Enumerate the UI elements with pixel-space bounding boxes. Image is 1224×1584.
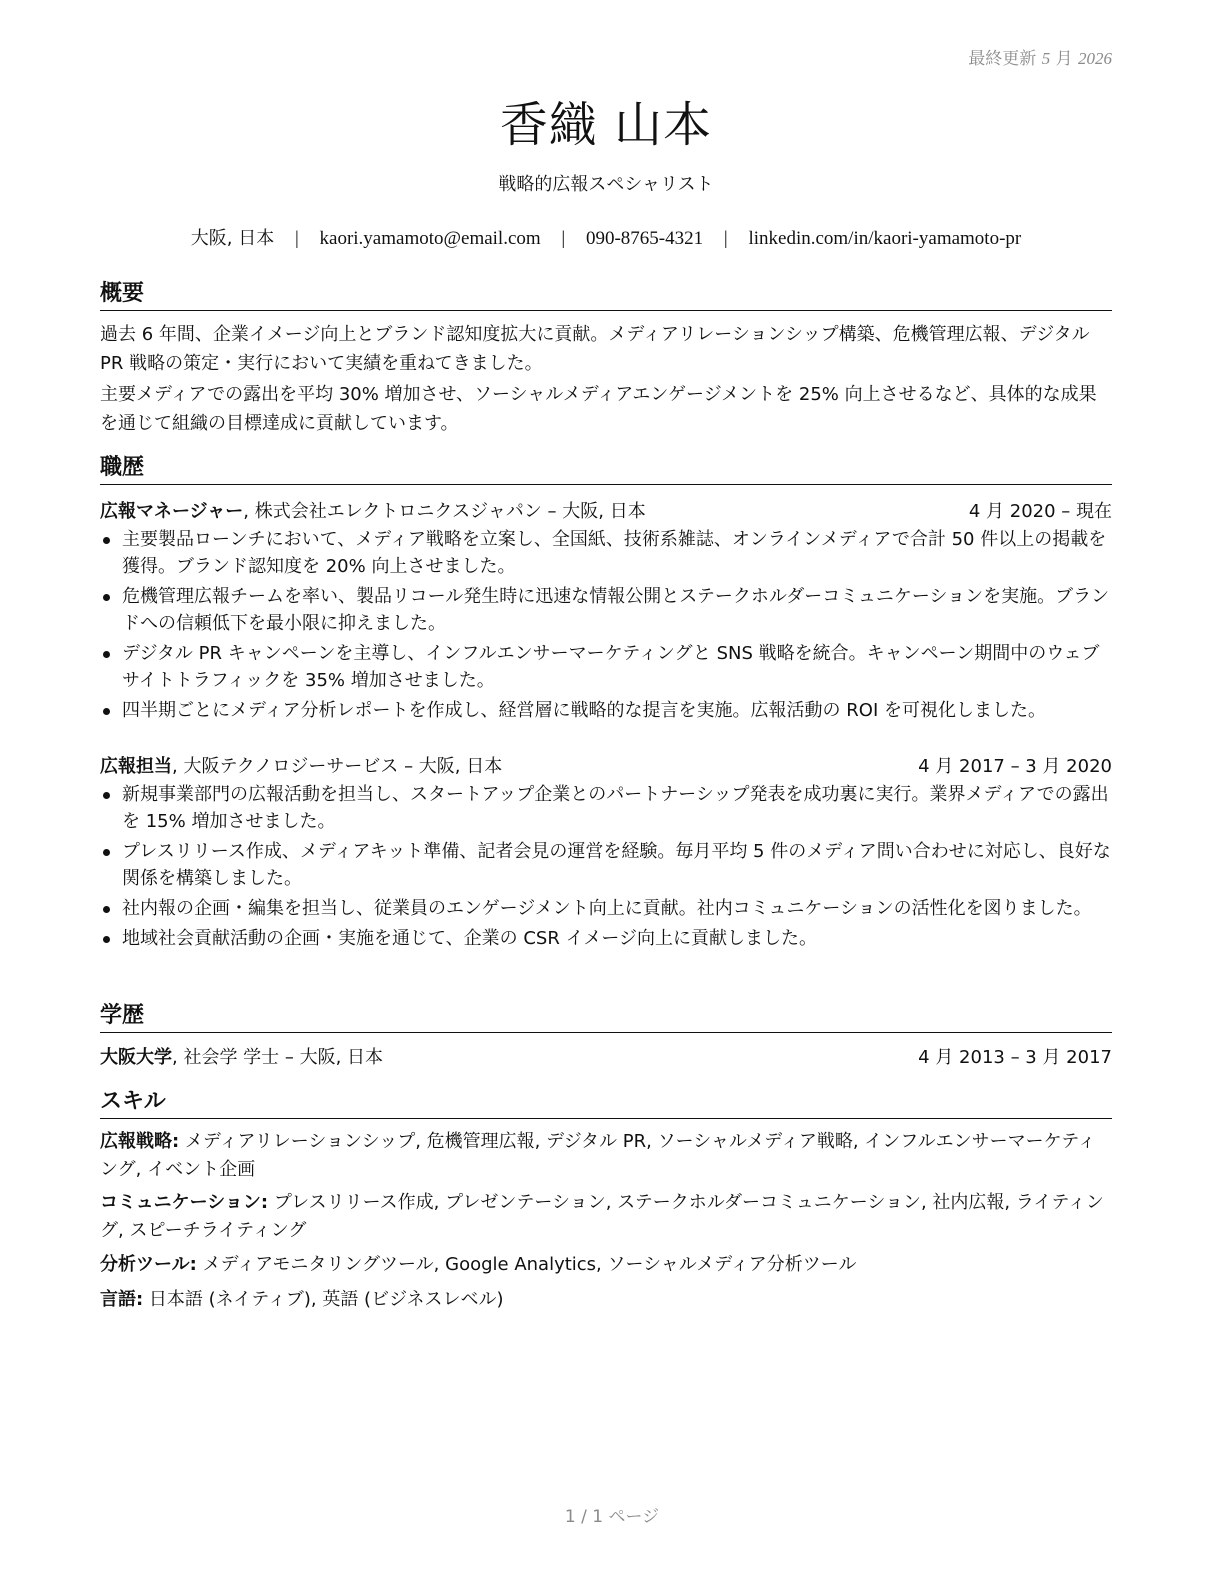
skill-value: メディアリレーションシップ, 危機管理広報, デジタル PR, ソーシャルメディア戦略, インフルエンサーマーケティング, イベント企画 xyxy=(100,1131,1096,1180)
education-school: 大阪大学 xyxy=(100,1047,172,1068)
job-dates: 4 月 2017 – 3 月 2020 xyxy=(918,756,1112,777)
person-name: 香織 山本 xyxy=(499,97,713,153)
last-updated-unit: 月 xyxy=(1055,49,1073,69)
skill-label: コミュニケーション: xyxy=(100,1192,269,1213)
job-bullets xyxy=(100,781,1112,955)
education-degree: , 社会学 学士 – 大阪, 日本 xyxy=(172,1047,384,1068)
job-bullet: 四半期ごとにメディア分析レポートを作成し、経営層に戦略的な提言を実施。広報活動の ROI を可視化しました。 xyxy=(100,697,1112,724)
job-bullets xyxy=(100,526,1112,727)
education-dates: 4 月 2013 – 3 月 2017 xyxy=(918,1047,1112,1068)
skill-label: 言語: xyxy=(100,1289,144,1310)
job-bullet: デジタル PR キャンペーンを主導し、インフルエンサーマーケティングと SNS 戦略を統合。キャンペーン期間中のウェブサイトトラフィックを 35% 増加させました。 xyxy=(100,640,1112,694)
job-bullet: 主要製品ローンチにおいて、メディア戦略を立案し、全国紙、技術系雑誌、オンラインメディアで合計 50 件以上の掲載を獲得。ブランド認知度を 20% 向上させました。 xyxy=(100,526,1112,580)
skill-row xyxy=(100,1286,1112,1314)
skill-row xyxy=(100,1251,1112,1279)
skill-row xyxy=(100,1128,1112,1184)
skill-label: 広報戦略: xyxy=(100,1131,180,1152)
job-bullet: 社内報の企画・編集を担当し、従業員のエンゲージメント向上に貢献。社内コミュニケーションの活性化を図りました。 xyxy=(100,895,1112,922)
contact-line xyxy=(100,224,1112,250)
page-indicator: 1 / 1 ページ xyxy=(564,1507,660,1527)
job-bullet: プレスリリース作成、メディアキット準備、記者会見の運営を経験。毎月平均 5 件のメディア問い合わせに対応し、良好な関係を構築しました。 xyxy=(100,838,1112,892)
contact-linkedin[interactable]: linkedin.com/in/kaori-yamamoto-pr xyxy=(748,228,1022,249)
contact-separator: | xyxy=(294,228,299,249)
job-bullet: 新規事業部門の広報活動を担当し、スタートアップ企業とのパートナーシップ発表を成功裏に実行。業界メディアでの露出を 15% 増加させました。 xyxy=(100,781,1112,835)
headline: 戦略的広報スペシャリスト xyxy=(498,174,714,195)
job-role: 広報マネージャー xyxy=(100,501,244,522)
contact-location: 大阪, 日本 xyxy=(190,228,275,249)
section-title-skills: スキル xyxy=(100,1084,1112,1119)
job-bullet: 危機管理広報チームを率い、製品リコール発生時に迅速な情報公開とステークホルダーコミュニケーションを実施。ブランドへの信頼低下を最小限に抑えました。 xyxy=(100,583,1112,637)
skill-value: プレスリリース作成, プレゼンテーション, ステークホルダーコミュニケーション, 社内広報, ライティング, スピーチライティング xyxy=(100,1192,1104,1241)
education-line xyxy=(100,1043,383,1069)
last-updated xyxy=(968,44,1112,69)
job-bullet: 地域社会貢献活動の企画・実施を通じて、企業の CSR イメージ向上に貢献しました。 xyxy=(100,925,1112,952)
last-updated-label: 最終更新 xyxy=(968,49,1037,69)
contact-email[interactable]: kaori.yamamoto@email.com xyxy=(319,228,541,249)
section-title-experience: 職歴 xyxy=(100,450,1112,485)
contact-separator: | xyxy=(561,228,566,249)
skill-value: メディアモニタリングツール, Google Analytics, ソーシャルメディア分析ツール xyxy=(196,1254,857,1275)
last-updated-year: 2026 xyxy=(1078,49,1112,68)
contact-separator: | xyxy=(723,228,728,249)
skill-label: 分析ツール: xyxy=(100,1254,197,1275)
job-header xyxy=(100,497,1112,523)
job-header xyxy=(100,752,1112,778)
skill-row xyxy=(100,1189,1112,1245)
section-title-summary: 概要 xyxy=(100,276,1112,311)
contact-phone[interactable]: 090-8765-4321 xyxy=(585,228,704,249)
skill-value: 日本語 (ネイティブ), 英語 (ビジネスレベル) xyxy=(143,1289,504,1310)
last-updated-month: 5 xyxy=(1041,49,1051,68)
job-title-line xyxy=(100,752,502,778)
job-dates: 4 月 2020 – 現在 xyxy=(968,501,1112,522)
job-org: , 大阪テクノロジーサービス – 大阪, 日本 xyxy=(172,756,503,777)
summary-paragraph: 過去 6 年間、企業イメージ向上とブランド認知度拡大に貢献。メディアリレーションシップ構築、危機管理広報、デジタル PR 戦略の策定・実行において実績を重ねてきました。 xyxy=(100,324,1090,374)
education-entry xyxy=(100,1043,1112,1069)
section-title-education: 学歴 xyxy=(100,998,1112,1033)
job-title-line xyxy=(100,497,646,523)
job-org: , 株式会社エレクトロニクスジャパン – 大阪, 日本 xyxy=(243,501,646,522)
job-role: 広報担当 xyxy=(100,756,172,777)
summary-paragraph: 主要メディアでの露出を平均 30% 増加させ、ソーシャルメディアエンゲージメントを 25% 向上させるなど、具体的な成果を通じて組織の目標達成に貢献しています。 xyxy=(100,384,1097,434)
